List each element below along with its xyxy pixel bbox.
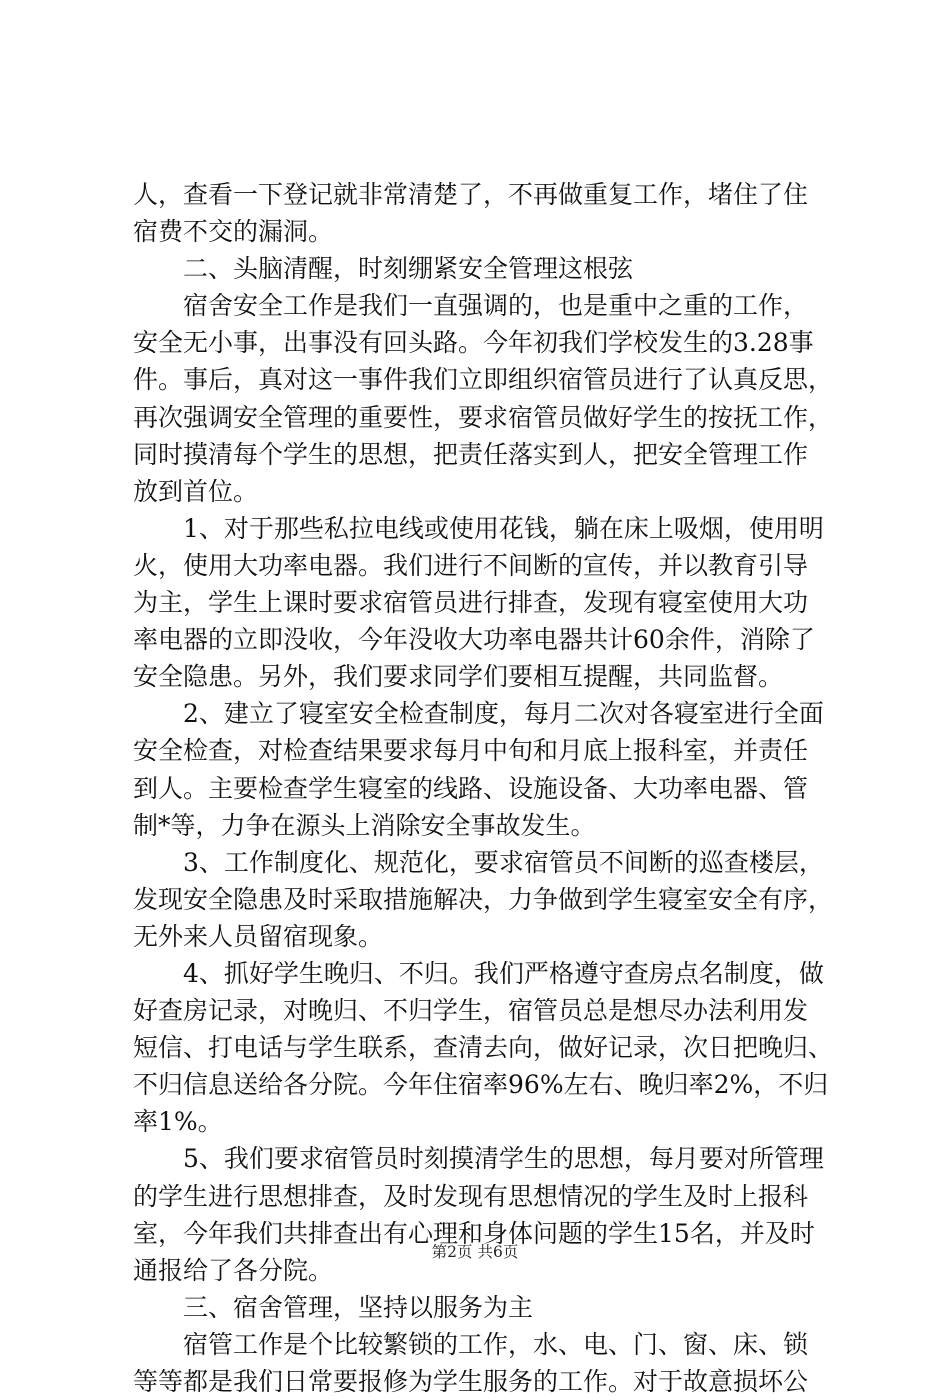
text-line: 率1%。 (133, 1107, 223, 1137)
text-line: 安全隐患。另外，我们要求同学们要相互提醒，共同监督。 (133, 662, 784, 692)
text-line: 为主，学生上课时要求宿管员进行排查，发现有寝室使用大功 (133, 588, 809, 618)
text-line: 件。事后，真对这一事件我们立即组织宿管员进行了认真反思， (133, 365, 834, 395)
text-line: 好查房记录，对晚归、不归学生，宿管员总是想尽办法利用发 (133, 996, 809, 1026)
text-line: 率电器的立即没收，今年没收大功率电器共计60余件，消除了 (133, 625, 815, 655)
text-line: 同时摸清每个学生的思想，把责任落实到人，把安全管理工作 (133, 439, 809, 469)
text-line: 放到首位。 (133, 476, 259, 506)
text-line: 宿费不交的漏洞。 (133, 217, 334, 247)
text-line: 2、建立了寝室安全检查制度，每月二次对各寝室进行全面 (133, 699, 824, 729)
text-line: 火，使用大功率电器。我们进行不间断的宣传，并以教育引导 (133, 550, 809, 580)
text-line: 人，查看一下登记就非常清楚了，不再做重复工作，堵住了住 (133, 180, 809, 209)
section-heading: 二、头脑清醒，时刻绷紧安全管理这根弦 (133, 254, 634, 284)
text-line: 通报给了各分院。 (133, 1255, 334, 1285)
text-line: 短信、打电话与学生联系，查清去向，做好记录，次日把晚归、 (133, 1033, 834, 1063)
text-line: 再次强调安全管理的重要性，要求宿管员做好学生的按抚工作， (133, 402, 834, 432)
text-line: 等等都是我们日常要报修为学生服务的工作。对于故意损坏公 (133, 1367, 809, 1396)
text-line: 发现安全隐患及时采取措施解决，力争做到学生寝室安全有序， (133, 884, 834, 914)
text-line: 宿管工作是个比较繁锁的工作，水、电、门、窗、床、锁 (133, 1329, 809, 1359)
text-line: 5、我们要求宿管员时刻摸清学生的思想，每月要对所管理 (133, 1144, 824, 1174)
text-line: 制*等，力争在源头上消除安全事故发生。 (133, 810, 596, 840)
page-number-footer: 第2页 共6页 (431, 1243, 519, 1261)
section-heading: 三、宿舍管理，坚持以服务为主 (133, 1292, 534, 1322)
text-line: 的学生进行思想排查，及时发现有思想情况的学生及时上报科 (133, 1181, 809, 1211)
text-line: 不归信息送给各分院。今年住宿率96%左右、晚归率2%，不归 (133, 1070, 829, 1100)
text-line: 到人。主要检查学生寝室的线路、设施设备、大功率电器、管 (133, 773, 809, 803)
text-line: 4、抓好学生晚归、不归。我们严格遵守查房点名制度，做 (133, 958, 824, 988)
document-body (133, 176, 833, 1400)
text-line: 1、对于那些私拉电线或使用花钱，躺在床上吸烟，使用明 (133, 513, 824, 543)
text-line: 无外来人员留宿现象。 (133, 921, 384, 951)
text-line: 宿舍安全工作是我们一直强调的，也是重中之重的工作， (133, 291, 809, 321)
text-line: 3、工作制度化、规范化，要求宿管员不间断的巡查楼层， (133, 847, 824, 877)
text-line: 安全检查，对检查结果要求每月中旬和月底上报科室，并责任 (133, 736, 809, 766)
text-line: 室，今年我们共排查出有心理和身体问题的学生15名，并及时 (133, 1218, 815, 1248)
text-line: 安全无小事，出事没有回头路。今年初我们学校发生的3.28事 (133, 328, 814, 358)
